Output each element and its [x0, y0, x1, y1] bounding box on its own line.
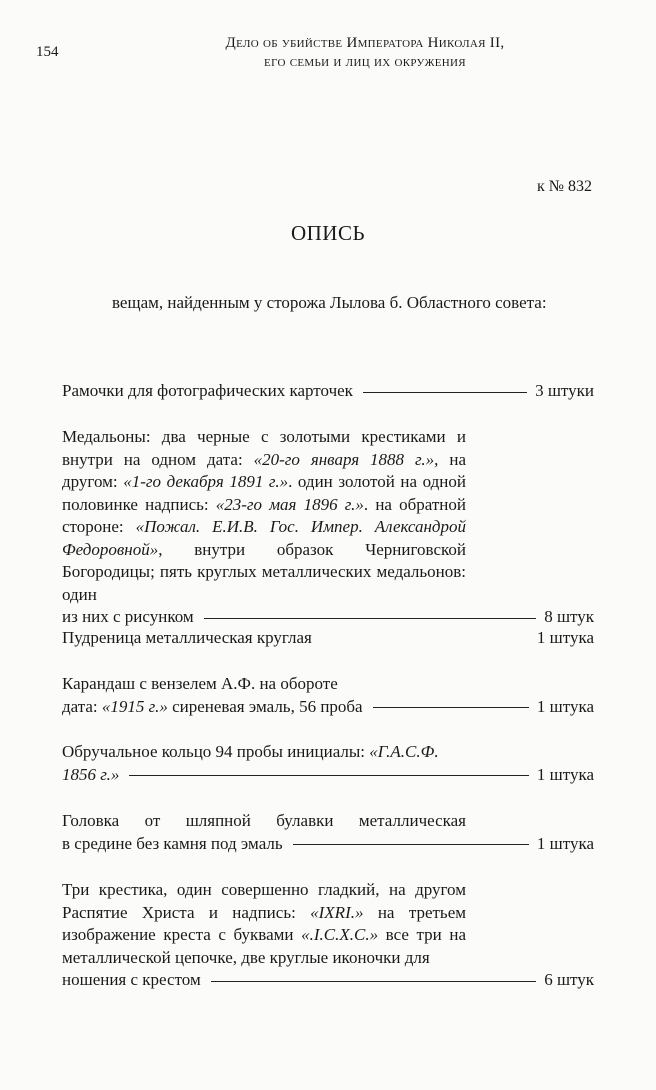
item-description-end: в средине без камня под эмаль	[62, 833, 283, 853]
inventory-item-medallions	[62, 426, 594, 629]
document-subtitle: вещам, найденным у сторожа Лылова б. Областного совета:	[112, 293, 547, 312]
item-description-end: из них с рисунком	[62, 607, 194, 626]
item-description-end: дата: «1915 г.» сиреневая эмаль, 56 проба	[62, 696, 363, 716]
inventory-item-crosses	[62, 879, 594, 992]
leader-line	[363, 392, 527, 393]
item-description: Обручальное кольцо 94 пробы инициалы: «Г.А.С.Ф.	[62, 742, 439, 761]
item-quantity: 1 штука	[536, 696, 594, 716]
item-description-end: ношения с крестом	[62, 970, 201, 989]
running-head-line-1: Дело об убийстве Императора Николая II,	[225, 35, 505, 51]
item-description: Пудреница металлическая круглая	[62, 628, 312, 647]
inventory-item-ring	[62, 741, 594, 786]
leader-line	[211, 981, 536, 982]
item-description: Карандаш с вензелем А.Ф. на обороте	[62, 674, 338, 693]
leader-line	[373, 707, 529, 708]
item-description-end: 1856 г.»	[62, 764, 120, 784]
item-quantity: 1 штука	[536, 628, 594, 647]
item-description: Головка от шляпной булавки металлическая	[62, 811, 466, 830]
item-description: Медальоны: два черные с золотыми крестиками и внутри на одном дата: «20-го января 1888 г.», на другом: «1-го декабря 1891 г.». один золотой на одной половинке надпись: «23-го мая 1896 г.». на обратной стороне: «Пожал. Е.И.В. Гос. Импер. Александрой Федоровной», внутри образок Черниговской Богородицы; пять круглых металлических медальонов: один	[62, 427, 467, 604]
item-quantity: 6 штук	[544, 970, 594, 989]
document-reference: к № 832	[536, 178, 592, 195]
page-number: 154	[36, 44, 59, 60]
item-quantity: 1 штука	[536, 833, 594, 853]
item-quantity: 1 штука	[536, 764, 594, 784]
running-head-line-2: его семьи и лиц их окружения	[264, 54, 466, 70]
inventory-item-powder-box	[62, 627, 594, 650]
document-title: ОПИСЬ	[290, 221, 366, 245]
item-description: Три крестика, один совершенно гладкий, на другом Распятие Христа и надпись: «IXRI.» на третьем изображение креста с буквами «.I.C.X.C.» все три на металлической цепочке, две круглые иконочки для	[62, 880, 466, 967]
leader-line	[129, 775, 528, 776]
leader-line	[204, 618, 537, 619]
inventory-item-hatpin-head	[62, 810, 594, 855]
inventory-item-frames	[62, 380, 594, 403]
item-quantity: 8 штук	[544, 607, 594, 626]
leader-line	[293, 844, 529, 845]
item-description: Рамочки для фотографических карточек	[62, 381, 353, 400]
item-quantity: 3 штуки	[535, 381, 594, 400]
inventory-item-pencil	[62, 673, 594, 718]
running-head	[150, 34, 580, 72]
